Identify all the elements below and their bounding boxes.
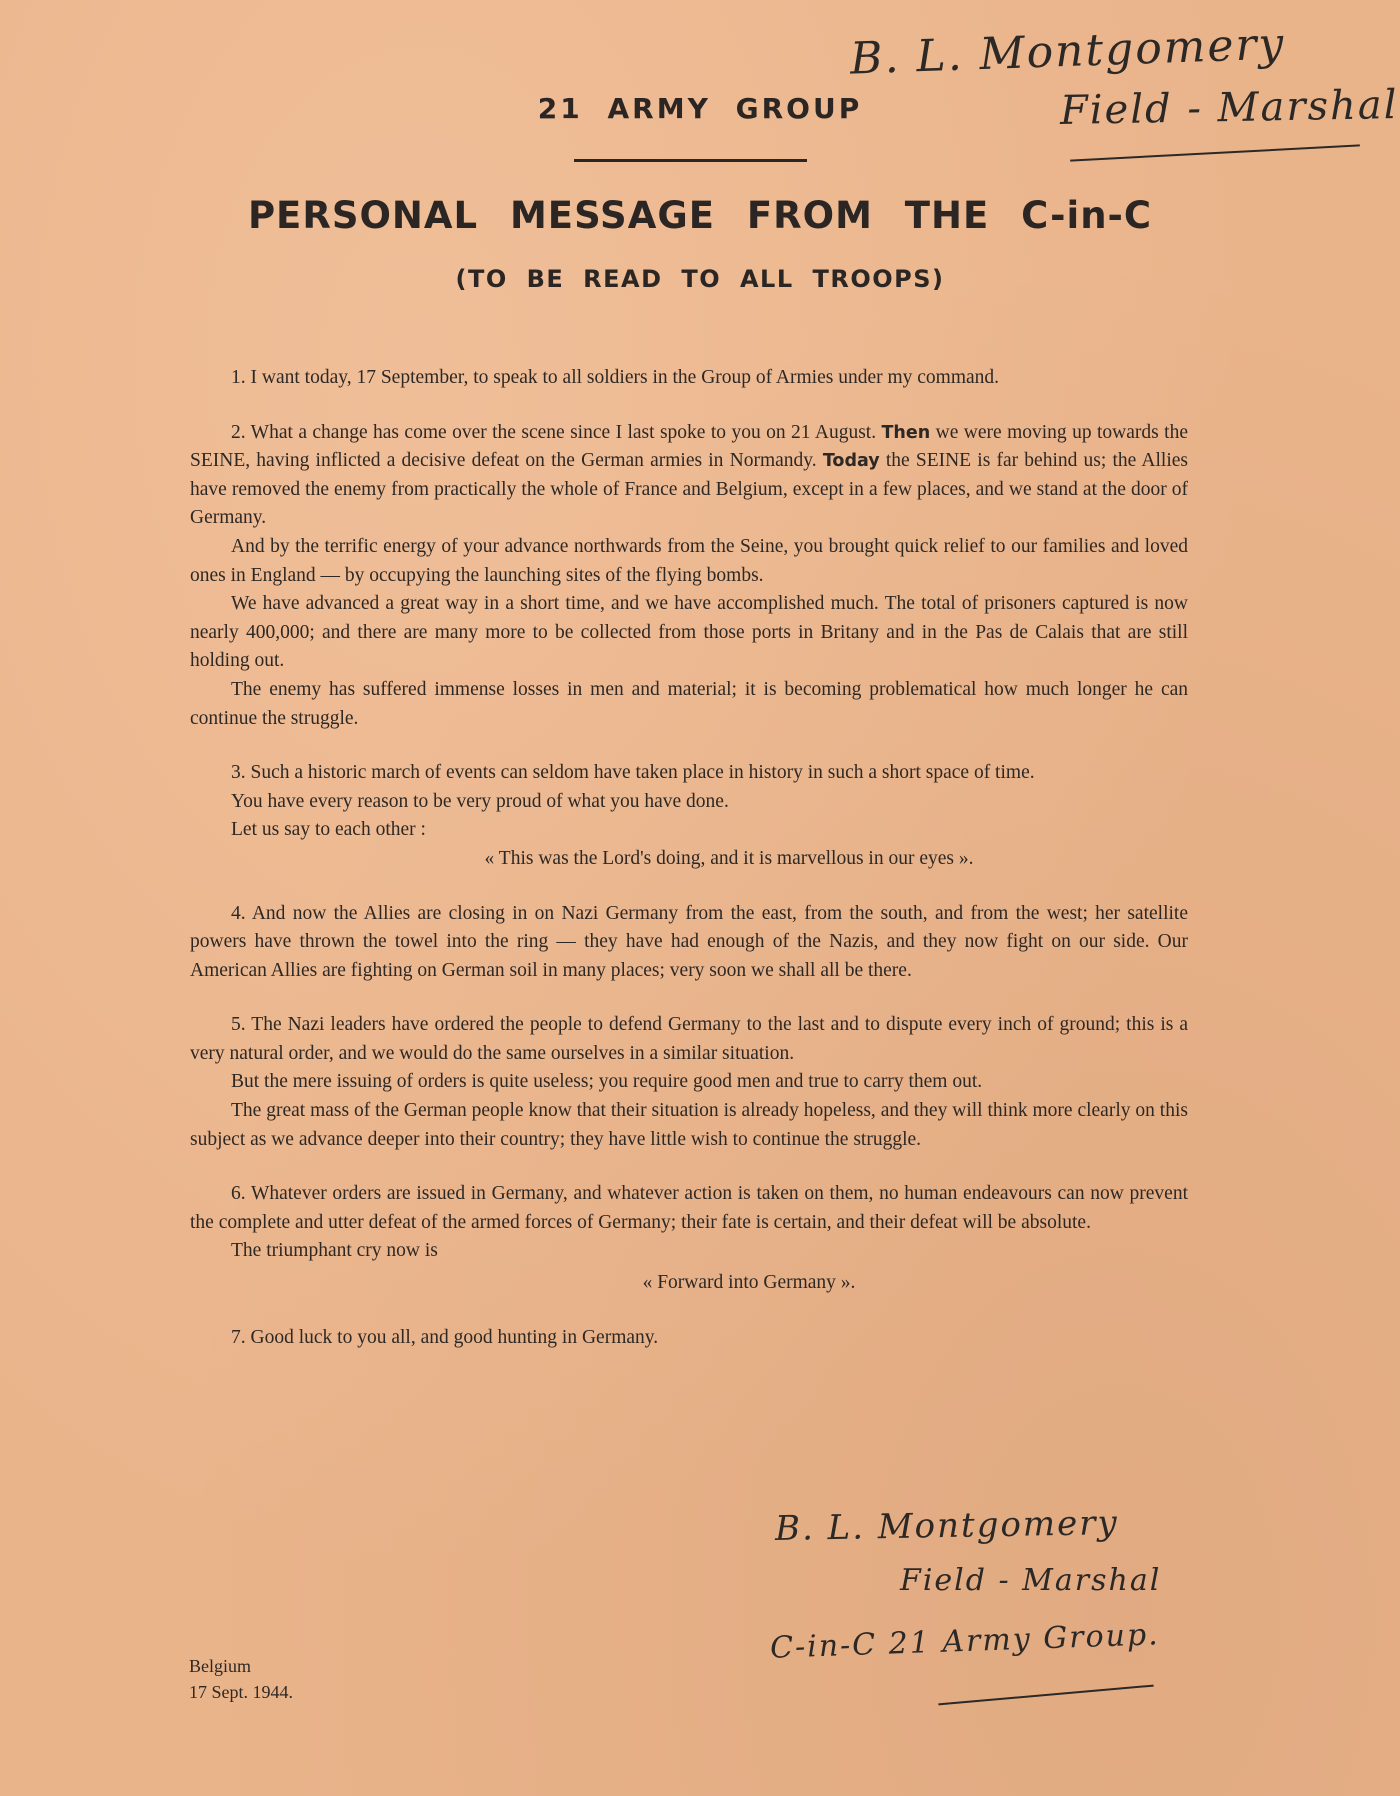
page-title: PERSONAL MESSAGE FROM THE C-in-C [247,194,1153,237]
place-text: Belgium [189,1656,251,1676]
signature-underline-top [1070,144,1360,161]
header-divider [574,159,807,162]
quote-forward-into-germany: « Forward into Germany ». [642,1272,856,1294]
handwritten-rank-top: Field - Marshal [1059,82,1399,134]
emphasis-then: Then [881,422,931,443]
paragraph-4: 4. And now the Allies are closing in on Nazi Germany from the east, from the south, and from the west; her satellite powers have thrown the towel into the ring — they have had enough of the Nazis, and they now fight on our side. Our American Allies are fighting on German soil in many places; very soon we shall all be there. [190,902,1188,981]
paragraph-2d: The enemy has suffered immense losses in men and material; it is becoming problematical how much longer he can continue the struggle. [190,678,1188,729]
place-and-date [189,1653,293,1705]
paragraph-3: 3. Such a historic march of events can seldom have taken place in history in such a short space of time. [231,762,1035,784]
message-body [190,364,1188,1352]
page-subtitle: (TO BE READ TO ALL TROOPS) [455,265,945,293]
emphasis-today: Today [822,451,880,472]
paragraph-6: 6. Whatever orders are issued in Germany, and whatever action is taken on them, no human endeavours can now prevent the complete and utter defeat of the armed forces of Germany; their fate is certain, and their defeat will be absolute. [190,1183,1188,1233]
handwritten-signature-top: B. L. Montgomery [849,18,1287,85]
paragraph-2-text: the SEINE is far behind us; the Allies have removed the enemy from practically the whole of France and Belgium, except in a few places, and we stand at the door of Germany. [190,450,1188,529]
paragraph-2c: We have advanced a great way in a short time, and we have accomplished much. The total of prisoners captured is now nearly 400,000; and there are many more to be collected from those ports in Britany and in the Pas de Calais that are still holding out. [190,593,1188,672]
handwritten-title-bottom: C-in-C 21 Army Group. [769,1617,1161,1666]
signature-underline-bottom [938,1685,1153,1706]
paragraph-2 [190,419,1188,533]
paragraph-1: 1. I want today, 17 September, to speak to all soldiers in the Group of Armies under my command. [231,367,1000,388]
paragraph-6b: The triumphant cry now is [231,1240,438,1262]
paragraph-2-text: we were moving up towards the SEINE, having inflicted a decisive defeat on the German armies in Normandy. [190,421,1188,472]
paragraph-3b: You have every reason to be very proud of what you have done. [231,790,729,812]
paragraph-2b: And by the terrific energy of your advance northwards from the Seine, you brought quick relief to our families and loved ones in England — by occupying the launching sites of the flying bombs. [190,535,1188,586]
paragraph-5c: The great mass of the German people know that their situation is already hopeless, and they will think more clearly on this subject as we advance deeper into their country; they have little wish to continue the struggle. [190,1100,1188,1150]
paragraph-3c: Let us say to each other : [231,819,426,841]
handwritten-rank-bottom: Field - Marshal [900,1563,1162,1598]
paragraph-2-text: 2. What a change has come over the scene since I last spoke to you on 21 August. [231,421,882,443]
date-text: 17 Sept. 1944. [189,1682,294,1702]
paragraph-5b: But the mere issuing of orders is quite useless; you require good men and true to carry them out. [231,1071,983,1093]
paragraph-7: 7. Good luck to you all, and good hunting in Germany. [231,1326,659,1348]
quote-lords-doing: « This was the Lord's doing, and it is marvellous in our eyes ». [484,847,974,869]
header-army-group: 21 ARMY GROUP [537,92,863,125]
handwritten-signature-bottom: B. L. Montgomery [774,1503,1120,1549]
paragraph-5: 5. The Nazi leaders have ordered the people to defend Germany to the last and to dispute every inch of ground; this is a very natural order, and we would do the same ourselves in a similar situation. [190,1014,1188,1064]
